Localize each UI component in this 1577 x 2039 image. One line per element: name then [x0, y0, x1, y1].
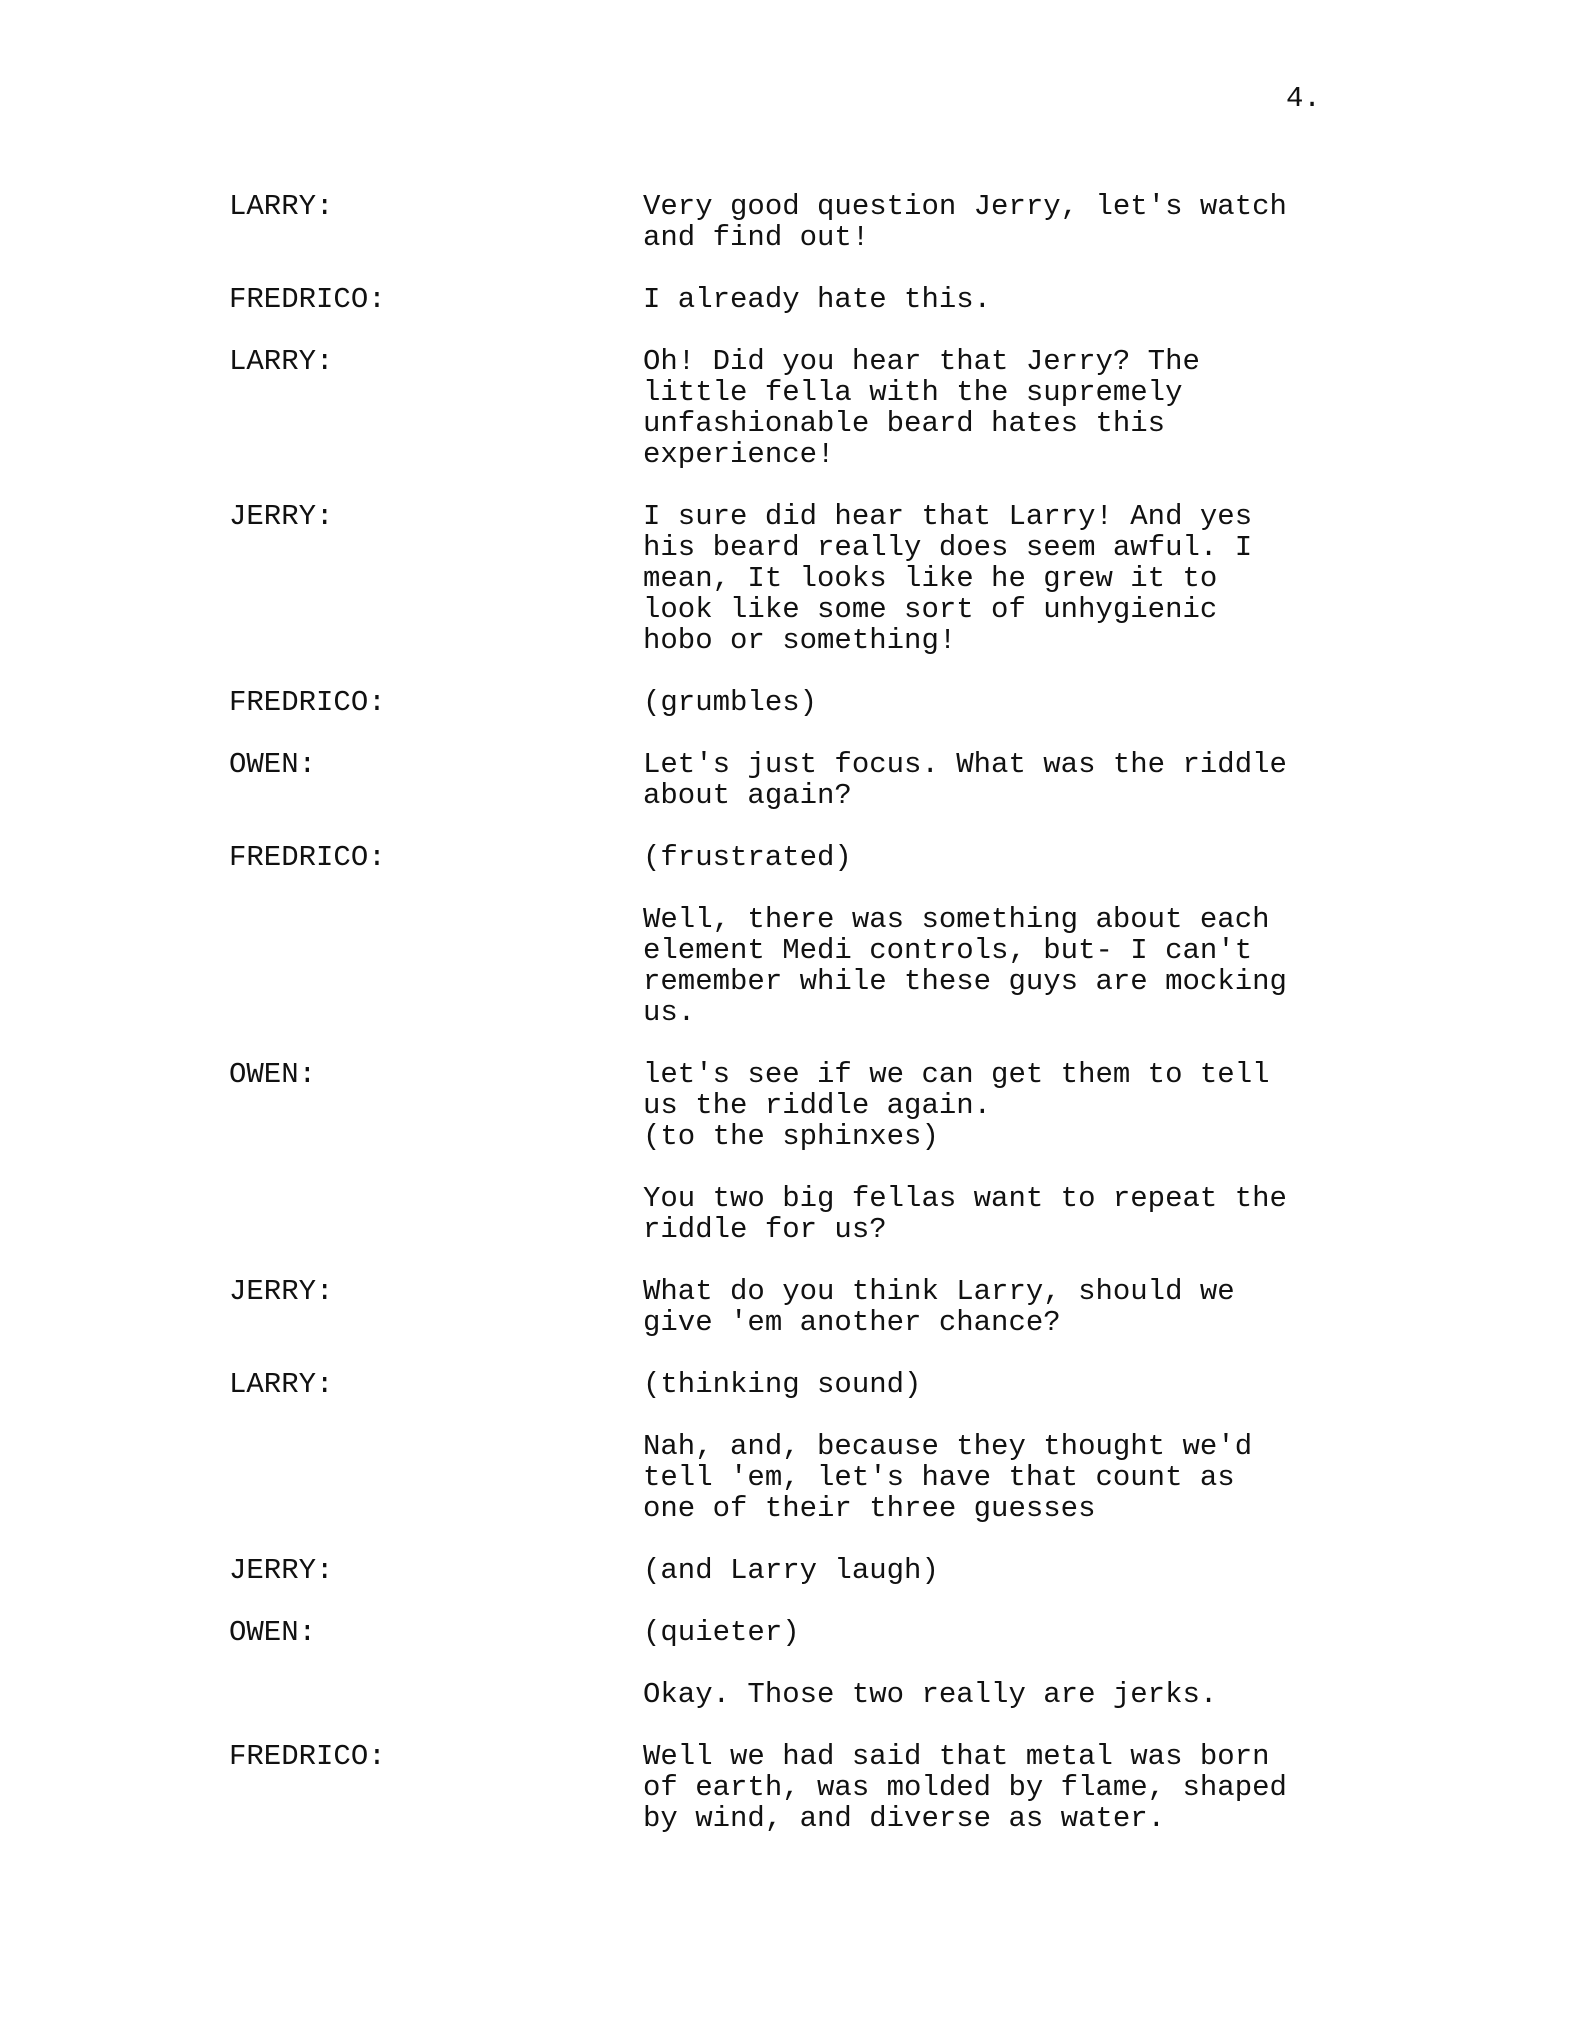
- block-spacer: [229, 873, 1359, 904]
- dialogue-line: by wind, and diverse as water.: [643, 1802, 1166, 1835]
- block-spacer: [229, 718, 1359, 749]
- dialogue-line: give 'em another chance?: [643, 1306, 1061, 1339]
- speaker-name: OWEN:: [229, 748, 317, 781]
- dialogue-block: [229, 191, 1359, 253]
- dialogue-block: [229, 749, 1359, 811]
- dialogue-line: of earth, was molded by flame, shaped: [643, 1771, 1287, 1804]
- dialogue-line: Oh! Did you hear that Jerry? The: [643, 345, 1200, 378]
- dialogue-text: [643, 904, 1359, 1028]
- speaker-name: JERRY:: [229, 500, 334, 533]
- block-spacer: [229, 811, 1359, 842]
- dialogue-block: [229, 1679, 1359, 1710]
- dialogue-text: [643, 1059, 1359, 1152]
- speaker-name: JERRY:: [229, 1275, 334, 1308]
- block-spacer: [229, 656, 1359, 687]
- speaker-name: [229, 904, 643, 1028]
- speaker-name: JERRY:: [229, 1554, 334, 1587]
- block-spacer: [229, 253, 1359, 284]
- dialogue-block: [229, 1741, 1359, 1834]
- dialogue-line: us.: [643, 996, 696, 1029]
- dialogue-line: and find out!: [643, 221, 870, 254]
- dialogue-text: [643, 842, 1359, 873]
- dialogue-block: [229, 687, 1359, 718]
- block-spacer: [229, 1338, 1359, 1369]
- dialogue-text: [643, 1369, 1359, 1400]
- block-spacer: [229, 1648, 1359, 1679]
- dialogue-line: (grumbles): [643, 686, 818, 719]
- block-spacer: [229, 1524, 1359, 1555]
- dialogue-text: [643, 1741, 1359, 1834]
- dialogue-line: us the riddle again.: [643, 1089, 992, 1122]
- dialogue-line: about again?: [643, 779, 852, 812]
- dialogue-line: experience!: [643, 438, 835, 471]
- dialogue-line: (quieter): [643, 1616, 800, 1649]
- dialogue-block: [229, 346, 1359, 470]
- dialogue-block: [229, 1059, 1359, 1152]
- dialogue-line: let's see if we can get them to tell: [643, 1058, 1270, 1091]
- dialogue-line: look like some sort of unhygienic: [643, 593, 1218, 626]
- dialogue-line: Well, there was something about each: [643, 903, 1270, 936]
- dialogue-text: [643, 1431, 1359, 1524]
- speaker-name: LARRY:: [229, 190, 334, 223]
- dialogue-line: Nah, and, because they thought we'd: [643, 1430, 1253, 1463]
- dialogue-text: [643, 1555, 1359, 1586]
- dialogue-block: [229, 1183, 1359, 1245]
- dialogue-block: [229, 1369, 1359, 1400]
- speaker-name: [229, 1183, 643, 1245]
- dialogue-line: Very good question Jerry, let's watch: [643, 190, 1287, 223]
- dialogue-text: [643, 191, 1359, 253]
- dialogue-line: remember while these guys are mocking: [643, 965, 1287, 998]
- block-spacer: [229, 1400, 1359, 1431]
- block-spacer: [229, 315, 1359, 346]
- dialogue-block: [229, 842, 1359, 873]
- dialogue-line: little fella with the supremely: [643, 376, 1183, 409]
- speaker-name: LARRY:: [229, 1368, 334, 1401]
- dialogue-line: What do you think Larry, should we: [643, 1275, 1235, 1308]
- block-spacer: [229, 1586, 1359, 1617]
- speaker-name: FREDRICO:: [229, 686, 386, 719]
- dialogue-block: [229, 1555, 1359, 1586]
- dialogue-line: Let's just focus. What was the riddle: [643, 748, 1287, 781]
- speaker-name: LARRY:: [229, 345, 334, 378]
- dialogue-block: [229, 904, 1359, 1028]
- block-spacer: [229, 1028, 1359, 1059]
- page-number: 4.: [1286, 82, 1321, 115]
- dialogue-line: (frustrated): [643, 841, 852, 874]
- dialogue-text: [643, 284, 1359, 315]
- dialogue-line: (thinking sound): [643, 1368, 922, 1401]
- dialogue-block: [229, 284, 1359, 315]
- dialogue-line: tell 'em, let's have that count as: [643, 1461, 1235, 1494]
- dialogue-text: [643, 1617, 1359, 1648]
- speaker-name: OWEN:: [229, 1616, 317, 1649]
- dialogue-block: [229, 1431, 1359, 1524]
- speaker-name: FREDRICO:: [229, 283, 386, 316]
- block-spacer: [229, 1245, 1359, 1276]
- dialogue-text: [643, 1276, 1359, 1338]
- dialogue-line: Okay. Those two really are jerks.: [643, 1678, 1218, 1711]
- dialogue-line: You two big fellas want to repeat the: [643, 1182, 1287, 1215]
- dialogue-line: his beard really does seem awful. I: [643, 531, 1253, 564]
- dialogue-line: (and Larry laugh): [643, 1554, 939, 1587]
- dialogue-block: [229, 1276, 1359, 1338]
- dialogue-container: [229, 191, 1359, 1834]
- block-spacer: [229, 1152, 1359, 1183]
- block-spacer: [229, 1710, 1359, 1741]
- dialogue-text: [643, 346, 1359, 470]
- dialogue-text: [643, 687, 1359, 718]
- dialogue-text: [643, 501, 1359, 656]
- dialogue-line: riddle for us?: [643, 1213, 887, 1246]
- dialogue-text: [643, 1679, 1359, 1710]
- dialogue-line: (to the sphinxes): [643, 1120, 939, 1153]
- dialogue-line: element Medi controls, but- I can't: [643, 934, 1253, 967]
- dialogue-line: unfashionable beard hates this: [643, 407, 1166, 440]
- dialogue-line: Well we had said that metal was born: [643, 1740, 1270, 1773]
- speaker-name: OWEN:: [229, 1058, 317, 1091]
- speaker-name: FREDRICO:: [229, 841, 386, 874]
- dialogue-line: mean, It looks like he grew it to: [643, 562, 1218, 595]
- dialogue-block: [229, 501, 1359, 656]
- dialogue-text: [643, 1183, 1359, 1245]
- dialogue-line: I sure did hear that Larry! And yes: [643, 500, 1253, 533]
- dialogue-block: [229, 1617, 1359, 1648]
- dialogue-line: one of their three guesses: [643, 1492, 1096, 1525]
- dialogue-text: [643, 749, 1359, 811]
- dialogue-line: hobo or something!: [643, 624, 957, 657]
- speaker-name: FREDRICO:: [229, 1740, 386, 1773]
- dialogue-line: I already hate this.: [643, 283, 992, 316]
- speaker-name: [229, 1431, 643, 1524]
- block-spacer: [229, 470, 1359, 501]
- speaker-name: [229, 1679, 643, 1710]
